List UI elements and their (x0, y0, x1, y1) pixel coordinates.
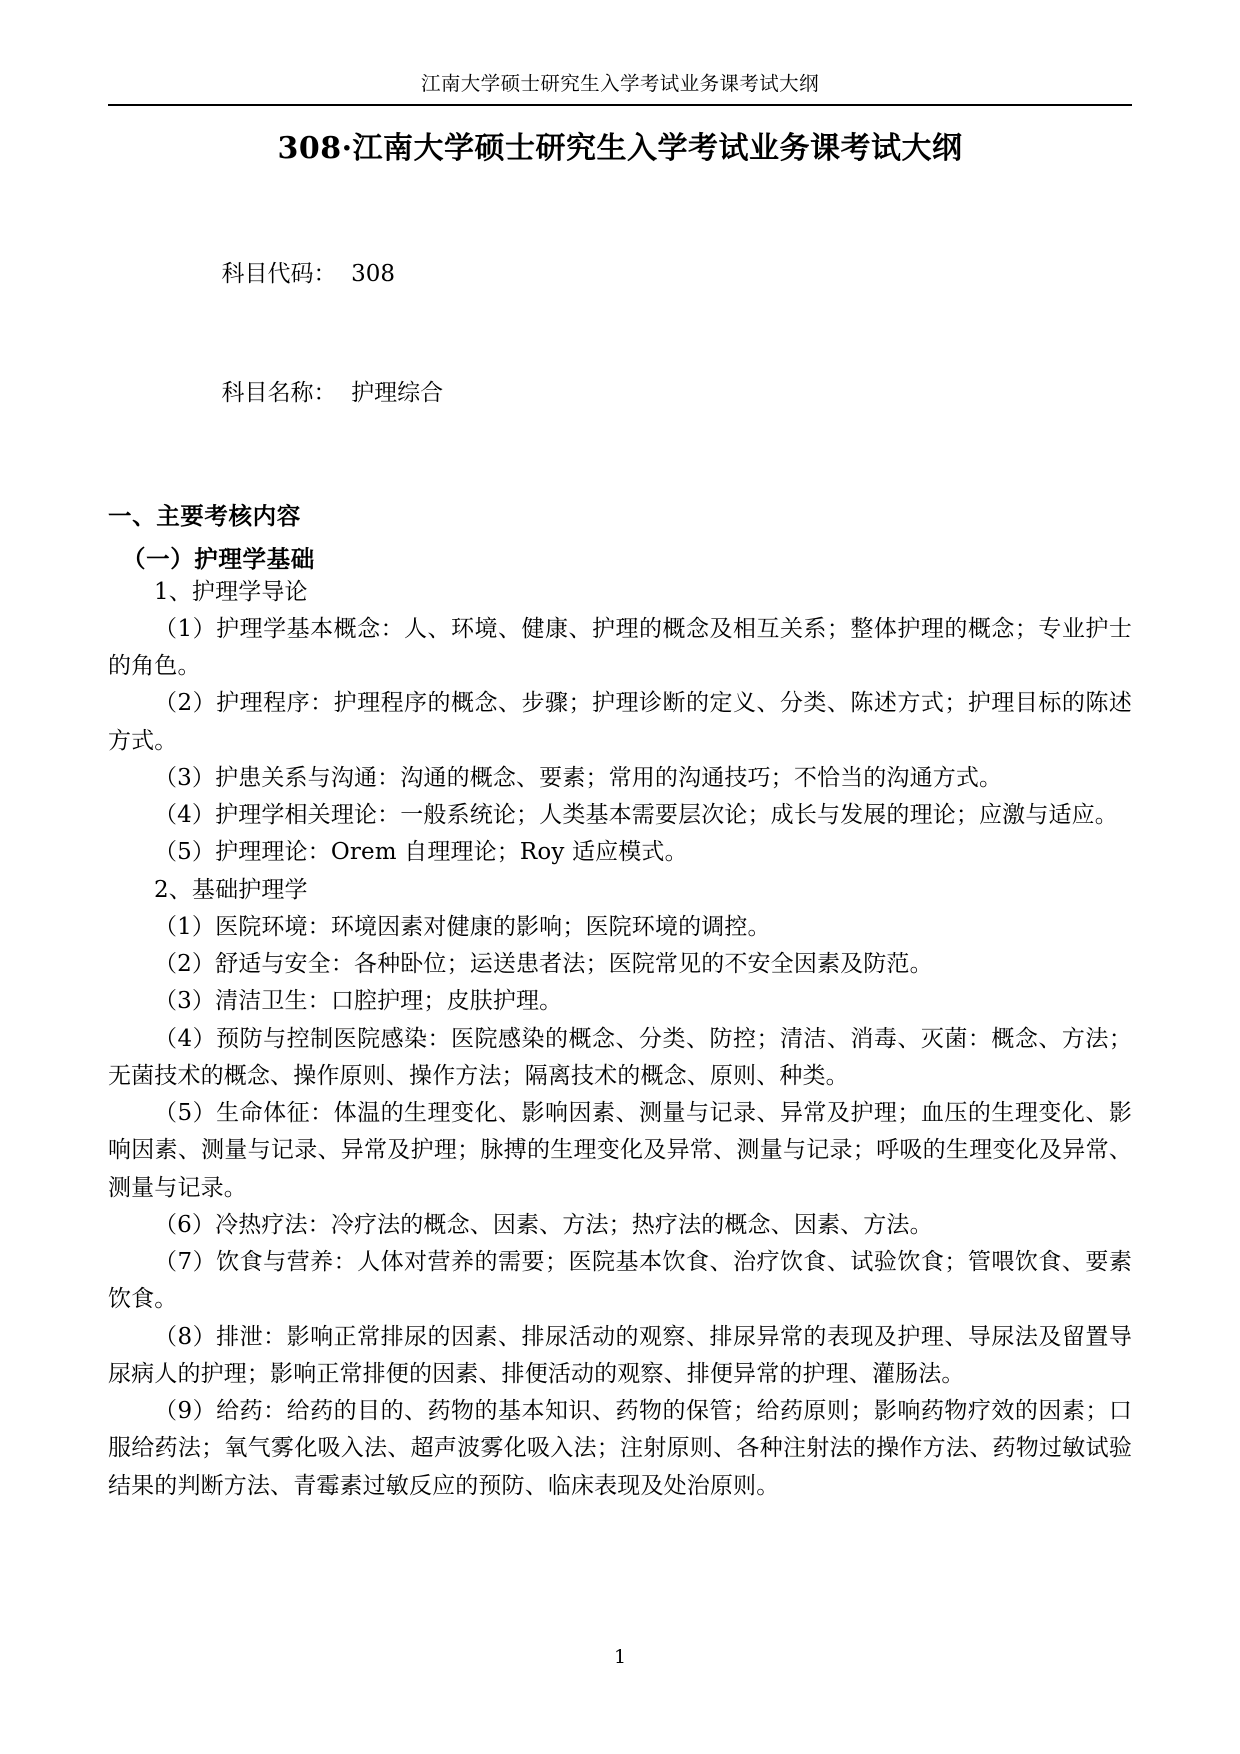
section-heading-main-content: 一、主要考核内容 (108, 501, 301, 530)
page-content-column (108, 0, 1132, 1505)
list-item: （1）医院环境：环境因素对健康的影响；医院环境的调控。 (154, 913, 771, 940)
subject-code-row (163, 215, 1132, 334)
list-item: （2）护理程序：护理程序的概念、步骤；护理诊断的定义、分类、陈述方式；护理目标的陈述方式。 (108, 690, 1132, 754)
group-heading-nursing-introduction: 1、护理学导论 (154, 578, 308, 605)
list-item: （5）护理理论：Orem 自理理论；Roy 适应模式。 (154, 839, 688, 866)
subject-name-value: 护理综合 (351, 379, 444, 406)
list-item: （3）清洁卫生：口腔护理；皮肤护理。 (154, 988, 563, 1015)
group-basic-nursing (108, 872, 1132, 1505)
list-item: （4）护理学相关理论：一般系统论；人类基本需要层次论；成长与发展的理论；应激与适应。 (154, 802, 1118, 829)
list-item: （8）排泄：影响正常排尿的因素、排尿活动的观察、排尿异常的表现及护理、导尿法及留置导尿病人的护理；影响正常排便的因素、排便活动的观察、排便异常的护理、灌肠法。 (108, 1323, 1132, 1387)
header-divider (108, 104, 1132, 106)
list-item: （4）预防与控制医院感染：医院感染的概念、分类、防控；清洁、消毒、灭菌：概念、方法；无菌技术的概念、操作原则、操作方法；隔离技术的概念、原则、种类。 (108, 1025, 1132, 1089)
subsection-heading-nursing-fundamentals: （一）护理学基础 (122, 544, 315, 573)
subject-meta-block (108, 215, 1132, 452)
list-item: （7）饮食与营养：人体对营养的需要；医院基本饮食、治疗饮食、试验饮食；管喂饮食、要素饮食。 (108, 1249, 1132, 1313)
group-heading-basic-nursing: 2、基础护理学 (154, 876, 308, 903)
subject-code-value: 308 (351, 260, 396, 287)
subject-name-row (163, 334, 1132, 453)
list-item: （1）护理学基本概念：人、环境、健康、护理的概念及相互关系；整体护理的概念；专业护士的角色。 (108, 615, 1132, 680)
subject-code-label: 科目代码： (221, 260, 337, 287)
running-header: 江南大学硕士研究生入学考试业务课考试大纲 (420, 72, 819, 95)
list-item: （9）给药：给药的目的、药物的基本知识、药物的保管；给药原则；影响药物疗效的因素；口服给药法；氧气雾化吸入法、超声波雾化吸入法；注射原则、各种注射法的操作方法、药物过敏试验结果的判断方法、青霉素过敏反应的预防、临床表现及处治原则。 (108, 1398, 1132, 1499)
subject-name-label: 科目名称： (221, 379, 337, 406)
list-item: （5）生命体征：体温的生理变化、影响因素、测量与记录、异常及护理；血压的生理变化、影响因素、测量与记录、异常及护理；脉搏的生理变化及异常、测量与记录；呼吸的生理变化及异常、测量与记录。 (108, 1100, 1132, 1201)
list-item: （3）护患关系与沟通：沟通的概念、要素；常用的沟通技巧；不恰当的沟通方式。 (154, 764, 1003, 791)
page-title: 308·江南大学硕士研究生入学考试业务课考试大纲 (277, 131, 963, 167)
page-number: 1 (613, 1646, 627, 1668)
list-item: （2）舒适与安全：各种卧位；运送患者法；医院常见的不安全因素及防范。 (154, 951, 933, 978)
list-item: （6）冷热疗法：冷疗法的概念、因素、方法；热疗法的概念、因素、方法。 (154, 1211, 933, 1238)
group-nursing-introduction (108, 574, 1132, 872)
